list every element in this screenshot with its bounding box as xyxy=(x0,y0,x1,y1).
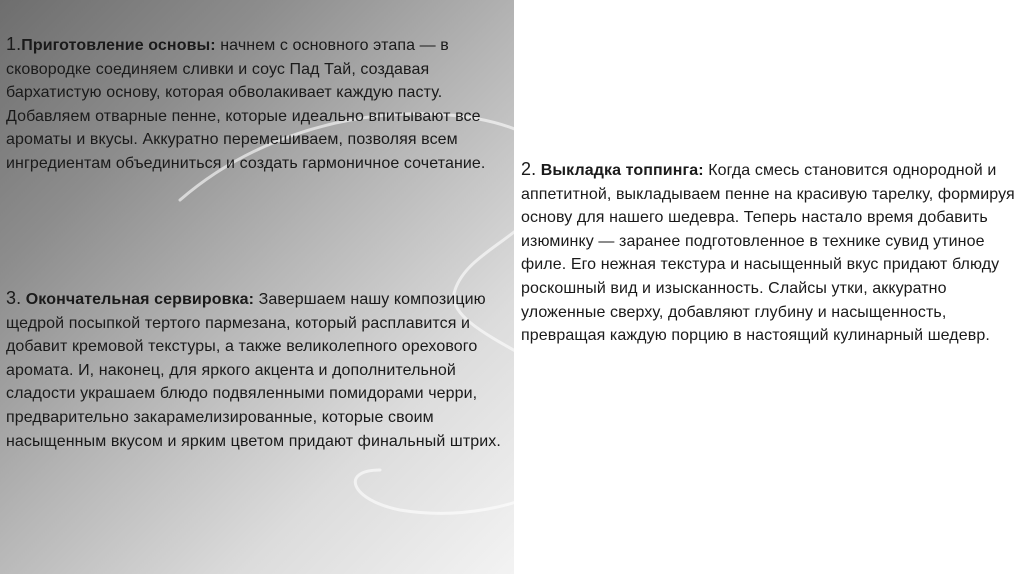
step-1-text: начнем с основного этапа — в сковородке соединяем сливки и соус Пад Тай, создавая бархатистую основу, которая обволакивает каждую пасту. Добавляем отварные пенне, которые идеально впитывают все ароматы и вкусы. Аккуратно перемешиваем, позволяя всем ингредиентам объединиться и создать гармоничное сочетание. xyxy=(6,37,486,172)
step-2-text: Когда смесь становится однородной и аппетитной, выкладываем пенне на красивую тарелку, формируя основу для нашего шедевра. Теперь настало время добавить изюминку — заранее подготовленное в технике сувид утиное филе. Его нежная текстура и насыщенный вкус придают блюду роскошный вид и изысканность. Слайсы утки, аккуратно уложенные сверху, добавляют глубину и насыщенность, превращая каждую порцию в настоящий кулинарный шедевр. xyxy=(521,162,1015,345)
step-3-number: 3. xyxy=(6,288,22,308)
step-3-heading: Окончательная сервировка: xyxy=(21,291,255,308)
step-3-text: Завершаем нашу композицию щедрой посыпкой тертого пармезана, который расплавится и добавит кремовой текстуры, а также великолепного орехового аромата. И, наконец, для яркого акцента и дополнительной сладости украшаем блюдо подвяленными помидорами черри, предварительно закарамелизированные, которые своим насыщенным вкусом и ярким цветом придают финальный штрих. xyxy=(6,291,501,450)
step-2-number: 2. xyxy=(521,159,537,179)
step-1-heading: Приготовление основы: xyxy=(21,37,216,54)
step-2-paragraph xyxy=(521,158,1021,348)
step-1-paragraph xyxy=(6,33,511,176)
step-2-heading: Выкладка топпинга: xyxy=(536,162,704,179)
step-1-number: 1. xyxy=(6,34,22,54)
step-3-paragraph xyxy=(6,287,511,453)
